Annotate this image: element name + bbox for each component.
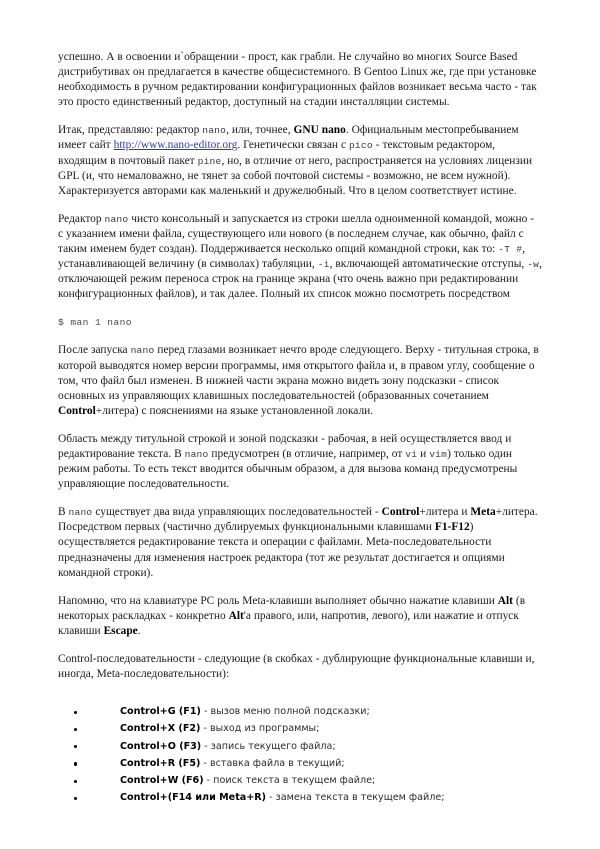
text-fragment: , включающей автоматические отступы,	[329, 258, 528, 271]
shortcut-description: - поиск текста в текущем файле;	[203, 775, 376, 786]
text-fragment: +литера и	[419, 506, 471, 519]
text-fragment: , или, точнее,	[226, 124, 294, 137]
inline-code-option-wrap: -w	[527, 259, 540, 271]
emphasis-alt: Alt	[228, 609, 244, 622]
paragraph-command-line-options	[58, 212, 542, 303]
text-fragment: перед глазами возникает нечто вроде следующего. Верху - титульная строка, в которой выводятся номер версии программы, имя открытого файла и, в правом углу, сообщение о том, что файл был изменен. В нижней части экрана можно видеть зону подсказки - список основных из управляющих клавишных последовательностей (образованных сочетанием	[58, 344, 539, 402]
text-fragment: Напомню, что на клавиатуре PC роль Meta-клавиши выполняет обычно нажатие клавиши	[58, 594, 498, 607]
inline-code-option-tab: -T #	[498, 244, 523, 256]
inline-code-option-indent: -i	[317, 259, 330, 271]
list-item	[58, 790, 542, 806]
inline-code-nano: nano	[68, 507, 93, 519]
shortcut-description: - запись текущего файла;	[201, 740, 336, 752]
text-fragment: +литера. Посредством первых (частично дублируемых функциональными клавишами	[58, 506, 538, 534]
text-fragment: - текстовым редактором, входящим в почтовый пакет	[58, 139, 496, 167]
text-fragment: предусмотрен (в отличие, например, от	[208, 447, 406, 460]
paragraph-working-area	[58, 432, 542, 492]
inline-code-nano: nano	[130, 345, 155, 357]
text-fragment: 'а правого, или, напротив, левого), или нажатие и отпуск клавиши	[58, 609, 519, 637]
text-fragment: , но, в отличие от него, распространяется на условиях лицензии GPL (и, что немаловажно, не тянет за собой почтовой системы - возможно, не всем нужной). Характеризуется авторами как маленький и дружелюбный. Что в целом соответствует истине.	[58, 154, 533, 197]
nano-editor-homepage-link[interactable]: http://www.nano-editor.org	[113, 139, 238, 152]
list-item	[58, 739, 542, 755]
text-fragment: Итак, представляю: редактор	[58, 124, 203, 137]
paragraph-control-meta-sequences	[58, 505, 542, 580]
shortcut-description: - вставка файла в текущий;	[200, 757, 345, 769]
list-item	[58, 756, 542, 772]
shortcut-key: Control+W (F6)	[120, 775, 204, 786]
inline-code-vi: vi	[405, 448, 418, 460]
text-fragment: (в некоторых раскладках - конкретно	[58, 594, 526, 622]
shortcut-key: Control+(F14 или Meta+R)	[120, 792, 267, 804]
paragraph-meta-key-note	[58, 594, 542, 639]
shortcut-description: - замена текста в текущем файле;	[266, 792, 445, 804]
text-fragment: ) только один режим работы. То есть текст вводится обычным образом, а для вызова команд предусмотрены управляющие последовательности.	[58, 447, 518, 491]
text-fragment: , отключающей режим переноса строк на границе экрана (что очень важно при редактировании конфигурационных файлов), и так далее. Полный их список можно посмотреть посредством	[58, 258, 542, 301]
text-fragment: , устанавливающей величину (в символах) табуляции,	[58, 243, 526, 271]
emphasis-escape: Escape	[103, 624, 138, 637]
text-fragment: . Генетически связан с	[237, 139, 349, 152]
list-item	[58, 721, 542, 737]
code-block-man-nano: $ man 1 nano	[58, 317, 132, 329]
paragraph-intro	[58, 50, 542, 110]
inline-code-nano: nano	[184, 448, 209, 460]
inline-code-nano: nano	[104, 213, 129, 225]
text-fragment: ) осуществляется редактирование текста и операции с файлами. Meta-последовательности предназначены для изменения настроек редактора (тот же результат достигается и опциями командной строки).	[58, 521, 505, 579]
text-fragment: После запуска	[58, 344, 131, 357]
inline-code-nano: nano	[202, 125, 227, 137]
shortcut-description: - выход из программы;	[200, 723, 320, 735]
emphasis-control: Control	[381, 506, 420, 519]
inline-code-pine: pine	[197, 155, 222, 167]
shortcut-description: - вызов меню полной подсказки;	[200, 706, 370, 718]
paragraph-startup-screen	[58, 343, 542, 418]
shortcut-key: Control+R (F5)	[120, 757, 201, 769]
text-fragment: В	[58, 506, 69, 519]
list-item	[58, 773, 542, 789]
list-spacer	[58, 695, 542, 704]
paragraph-text: успешно. А в освоении и`обращении - прост, как грабли. Не случайно во многих Source Based дистрибутивах он предлагается в качестве общесистемного. В Gentoo Linux же, где при установке необходимость в ручном редактировании конфигурационных файлов возникает весьма часто - так это просто единственный редактор, доступный на стадии инсталляции системы.	[58, 51, 537, 109]
emphasis-f1-f12: F1-F12	[434, 521, 470, 534]
emphasis-alt: Alt	[497, 594, 513, 607]
shortcut-list	[58, 704, 542, 806]
text-fragment: Область между титульной строкой и зоной подсказки - рабочая, в ней осуществляется ввод и редактирование текста. В	[58, 432, 512, 460]
text-fragment: существует два вида управляющих последовательностей -	[92, 506, 382, 519]
text-fragment: чисто консольный и запускается из строки шелла одноименной командой, можно - с указанием имени файла, существующего или нового (в последнем случае, как обычно, файл с таким именем будет создан). Поддерживается несколько опций командной строки, как то:	[58, 212, 535, 256]
text-fragment: +литера) с пояснениями на языке установленной локали.	[95, 404, 374, 417]
paragraph-shortcut-list-intro	[58, 652, 542, 682]
emphasis-gnu-nano: GNU nano	[293, 124, 346, 137]
text-fragment: . Официальным местопребыванием имеет сайт	[58, 124, 519, 152]
text-fragment: и	[417, 447, 430, 460]
paragraph-nano-introduction	[58, 123, 542, 198]
list-item	[58, 704, 542, 720]
inline-code-vim: vim	[429, 448, 448, 460]
shortcut-key: Control+X (F2)	[120, 723, 201, 735]
document-body	[58, 50, 542, 806]
shortcut-key: Control+O (F3)	[120, 740, 202, 752]
shortcut-key: Control+G (F1)	[120, 706, 201, 718]
inline-code-pico: pico	[348, 140, 373, 152]
text-fragment: Редактор	[58, 212, 105, 225]
emphasis-control: Control	[58, 404, 96, 417]
emphasis-meta: Meta	[470, 506, 496, 519]
text-fragment: .	[137, 624, 141, 637]
paragraph-text: Control-последовательности - следующие (в скобках - дублирующие функциональные клавиши и, иногда, Meta-последовательности):	[58, 653, 535, 681]
